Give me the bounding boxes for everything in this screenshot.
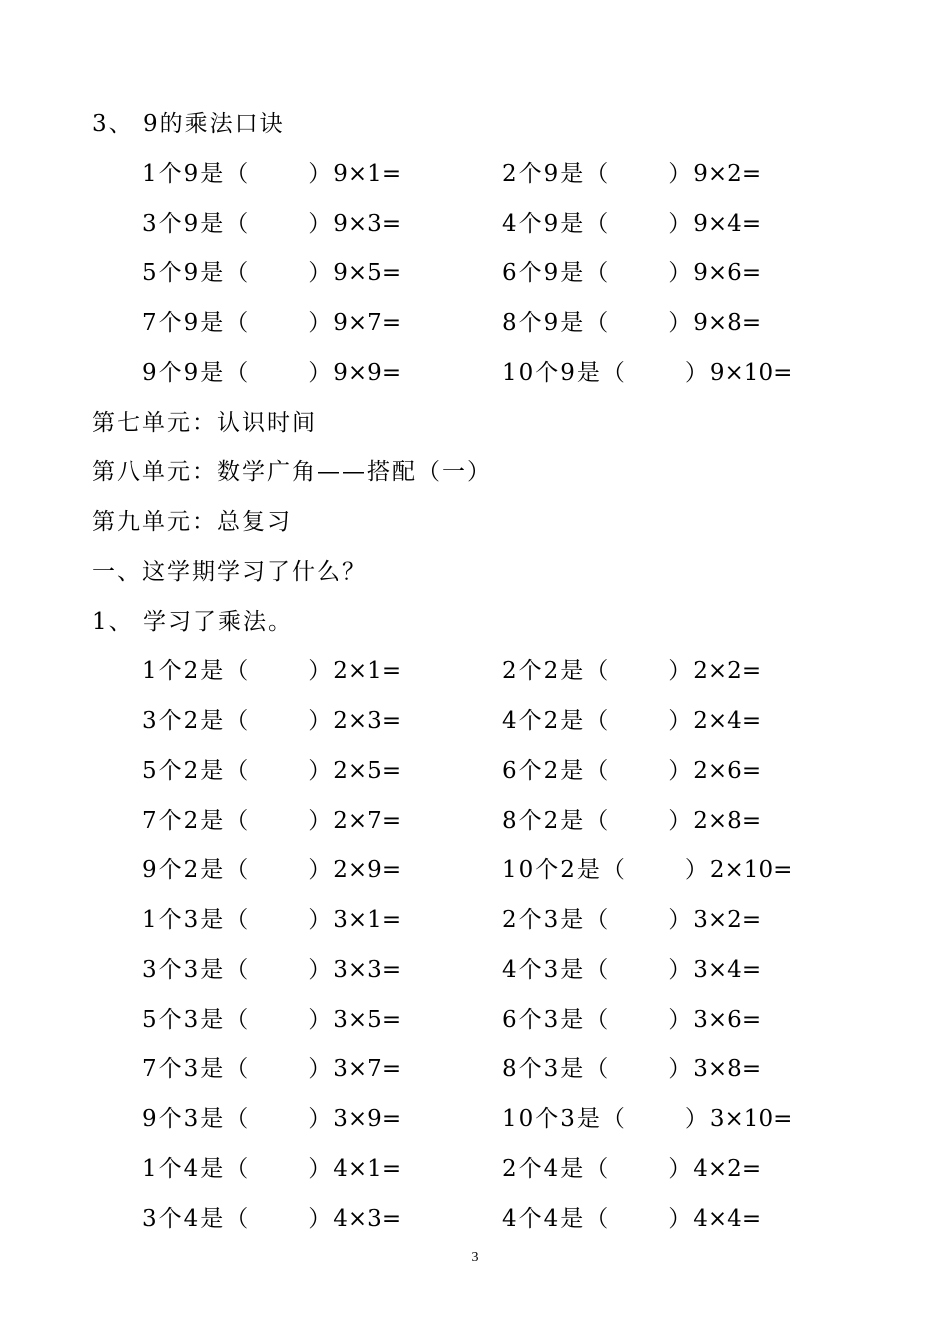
exercise-label: 3个3是（ — [142, 956, 251, 983]
multiplication-equation: 3×4= — [693, 956, 762, 983]
exercise-row — [0, 651, 950, 691]
closing-paren: ） — [308, 757, 334, 784]
page-number: 3 — [471, 1250, 479, 1265]
exercise-row — [0, 1199, 950, 1239]
exercise-label: 9个2是（ — [142, 857, 251, 884]
multiplication-equation: 2×10= — [709, 857, 793, 884]
exercise-label: 2个4是（ — [502, 1155, 611, 1182]
exercise-label: 5个3是（ — [142, 1006, 251, 1033]
closing-paren: ） — [308, 907, 334, 933]
closing-paren: ） — [308, 658, 334, 685]
exercise-label: 1个2是（ — [142, 658, 251, 685]
exercise-item — [142, 651, 401, 691]
exercise-item — [142, 1049, 401, 1089]
closing-paren: ） — [668, 160, 694, 187]
closing-paren: ） — [668, 956, 694, 983]
exercise-row — [0, 154, 950, 194]
closing-paren: ） — [668, 658, 694, 685]
closing-paren: ） — [668, 210, 694, 237]
exercise-label: 6个9是（ — [502, 260, 611, 287]
exercise-label: 5个9是（ — [142, 260, 251, 287]
closing-paren: ） — [308, 310, 334, 336]
closing-paren: ） — [308, 160, 334, 187]
exercise-item — [502, 1199, 761, 1239]
exercise-label: 8个2是（ — [502, 807, 611, 834]
closing-paren: ） — [668, 1155, 694, 1182]
exercise-item — [502, 850, 792, 890]
multiplication-equation: 3×9= — [333, 1106, 402, 1132]
exercise-item — [502, 204, 761, 244]
exercise-label: 2个9是（ — [502, 160, 611, 187]
exercise-label: 9个9是（ — [142, 359, 251, 386]
exercise-item — [502, 1000, 761, 1040]
closing-paren: ） — [668, 1006, 694, 1033]
closing-paren: ） — [308, 708, 334, 734]
exercise-item — [142, 950, 401, 990]
closing-paren: ） — [308, 210, 334, 237]
exercise-item — [142, 701, 401, 741]
multiplication-equation: 3×6= — [693, 1006, 762, 1033]
exercise-label: 1个9是（ — [142, 160, 251, 187]
section-heading: 一、这学期学习了什么？ — [92, 558, 367, 585]
closing-paren: ） — [308, 1155, 334, 1182]
exercise-label: 3个2是（ — [142, 708, 251, 734]
multiplication-equation: 3×1= — [333, 907, 402, 933]
closing-paren: ） — [668, 807, 694, 834]
exercise-item — [502, 303, 761, 343]
exercise-row — [0, 1049, 950, 1089]
section-heading: 3、 9的乘法口诀 — [92, 111, 285, 137]
multiplication-equation: 9×8= — [693, 310, 762, 336]
exercise-row — [0, 701, 950, 741]
closing-paren: ） — [668, 310, 694, 336]
multiplication-equation: 3×10= — [709, 1106, 793, 1132]
closing-paren: ） — [668, 260, 694, 287]
exercise-item — [502, 651, 761, 691]
multiplication-equation: 2×5= — [333, 757, 402, 784]
closing-paren: ） — [308, 1205, 334, 1232]
multiplication-equation: 2×9= — [333, 857, 402, 884]
exercise-label: 4个2是（ — [502, 708, 611, 734]
exercise-label: 3个4是（ — [142, 1205, 251, 1232]
multiplication-equation: 3×5= — [333, 1006, 402, 1033]
exercise-row — [0, 950, 950, 990]
multiplication-equation: 9×5= — [333, 260, 402, 287]
exercise-label: 2个2是（ — [502, 658, 611, 685]
exercise-label: 4个4是（ — [502, 1205, 611, 1232]
exercise-item — [142, 1149, 401, 1189]
exercise-item — [142, 1199, 401, 1239]
exercise-label: 9个3是（ — [142, 1106, 251, 1132]
exercise-item — [142, 751, 401, 791]
multiplication-equation: 2×6= — [693, 757, 762, 784]
exercise-row — [0, 1000, 950, 1040]
closing-paren: ） — [684, 857, 710, 884]
closing-paren: ） — [308, 857, 334, 884]
exercise-item — [142, 303, 401, 343]
section-heading: 第九单元：总复习 — [92, 509, 292, 535]
exercise-label: 2个3是（ — [502, 907, 611, 933]
exercise-label: 4个3是（ — [502, 956, 611, 983]
exercise-label: 8个3是（ — [502, 1056, 611, 1083]
exercise-item — [502, 1049, 761, 1089]
section-heading: 第八单元：数学广角——搭配（一） — [92, 459, 492, 486]
exercise-label: 1个3是（ — [142, 907, 251, 933]
exercise-item — [502, 353, 792, 393]
exercise-item — [142, 154, 401, 194]
exercise-row — [0, 204, 950, 244]
exercise-label: 5个2是（ — [142, 757, 251, 784]
exercise-item — [142, 1000, 401, 1040]
multiplication-equation: 3×8= — [693, 1056, 762, 1083]
exercise-item — [142, 850, 401, 890]
exercise-label: 10个2是（ — [502, 857, 627, 884]
multiplication-equation: 9×10= — [709, 359, 793, 386]
exercise-item — [502, 1149, 761, 1189]
closing-paren: ） — [684, 359, 710, 386]
closing-paren: ） — [668, 1056, 694, 1083]
closing-paren: ） — [308, 1106, 334, 1132]
exercise-item — [502, 1099, 792, 1139]
multiplication-equation: 9×2= — [693, 160, 762, 187]
multiplication-equation: 9×7= — [333, 310, 402, 336]
exercise-item — [502, 253, 761, 293]
closing-paren: ） — [684, 1106, 710, 1132]
section-heading: 第七单元：认识时间 — [92, 409, 317, 436]
closing-paren: ） — [308, 260, 334, 287]
closing-paren: ） — [668, 708, 694, 734]
closing-paren: ） — [308, 807, 334, 834]
exercise-label: 10个9是（ — [502, 359, 627, 386]
section-heading: 1、 学习了乘法。 — [92, 608, 293, 635]
exercise-label: 6个3是（ — [502, 1006, 611, 1033]
exercise-row — [0, 801, 950, 841]
exercise-item — [502, 701, 761, 741]
exercise-label: 1个4是（ — [142, 1155, 251, 1182]
multiplication-equation: 3×2= — [693, 907, 762, 933]
exercise-item — [502, 751, 761, 791]
multiplication-equation: 2×8= — [693, 807, 762, 834]
exercise-row — [0, 303, 950, 343]
multiplication-equation: 2×2= — [693, 658, 762, 685]
closing-paren: ） — [668, 1205, 694, 1232]
exercise-label: 8个9是（ — [502, 310, 611, 336]
closing-paren: ） — [668, 757, 694, 784]
exercise-row — [0, 253, 950, 293]
closing-paren: ） — [668, 907, 694, 933]
multiplication-equation: 4×4= — [693, 1205, 762, 1232]
exercise-item — [142, 1099, 401, 1139]
multiplication-equation: 4×1= — [333, 1155, 402, 1182]
exercise-item — [142, 253, 401, 293]
exercise-label: 7个2是（ — [142, 807, 251, 834]
exercise-label: 4个9是（ — [502, 210, 611, 237]
multiplication-equation: 2×4= — [693, 708, 762, 734]
multiplication-equation: 9×6= — [693, 260, 762, 287]
exercise-row — [0, 900, 950, 940]
multiplication-equation: 2×1= — [333, 658, 402, 685]
multiplication-equation: 2×3= — [333, 708, 402, 734]
multiplication-equation: 9×9= — [333, 359, 402, 386]
exercise-item — [502, 801, 761, 841]
exercise-item — [142, 900, 401, 940]
exercise-row — [0, 751, 950, 791]
exercise-label: 10个3是（ — [502, 1106, 627, 1132]
exercise-label: 7个3是（ — [142, 1056, 251, 1083]
exercise-row — [0, 353, 950, 393]
multiplication-equation: 9×3= — [333, 210, 402, 237]
exercise-item — [502, 950, 761, 990]
multiplication-equation: 2×7= — [333, 807, 402, 834]
exercise-item — [142, 204, 401, 244]
multiplication-equation: 3×7= — [333, 1056, 402, 1083]
exercise-item — [142, 353, 401, 393]
exercise-row — [0, 1099, 950, 1139]
exercise-label: 7个9是（ — [142, 310, 251, 336]
multiplication-equation: 3×3= — [333, 956, 402, 983]
multiplication-equation: 4×2= — [693, 1155, 762, 1182]
closing-paren: ） — [308, 1056, 334, 1083]
exercise-row — [0, 1149, 950, 1189]
exercise-item — [502, 154, 761, 194]
exercise-label: 6个2是（ — [502, 757, 611, 784]
multiplication-equation: 4×3= — [333, 1205, 402, 1232]
closing-paren: ） — [308, 956, 334, 983]
multiplication-equation: 9×1= — [333, 160, 402, 187]
exercise-label: 3个9是（ — [142, 210, 251, 237]
multiplication-equation: 9×4= — [693, 210, 762, 237]
exercise-item — [502, 900, 761, 940]
exercise-row — [0, 850, 950, 890]
closing-paren: ） — [308, 1006, 334, 1033]
exercise-item — [142, 801, 401, 841]
closing-paren: ） — [308, 359, 334, 386]
